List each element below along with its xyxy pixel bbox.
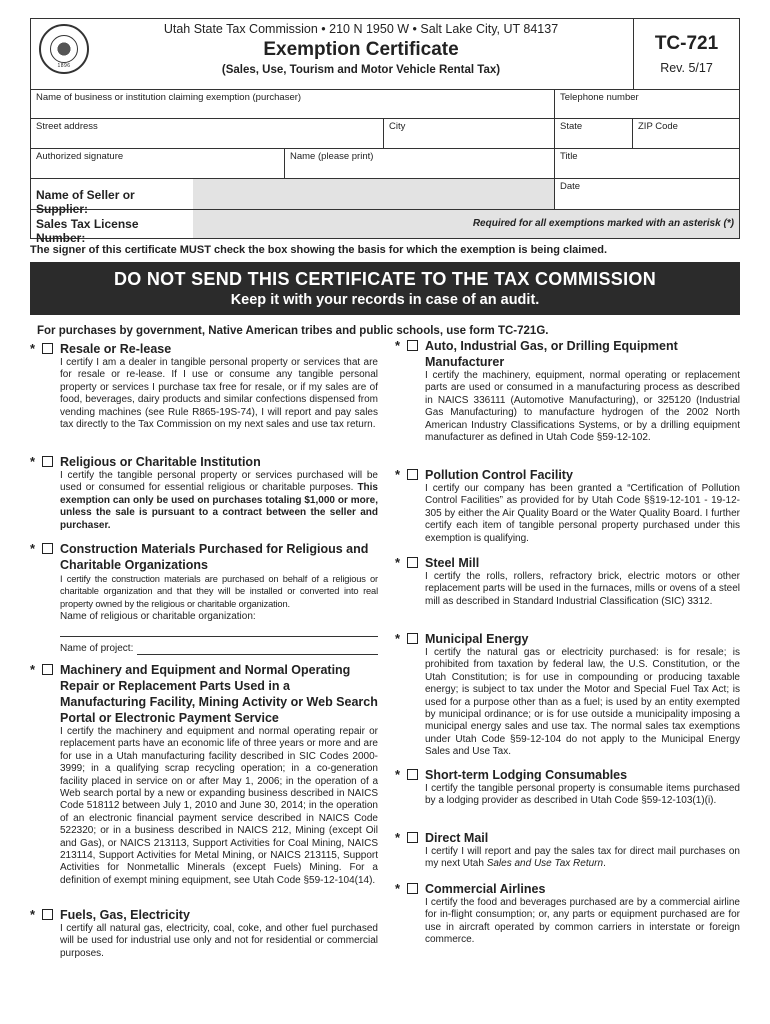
energy-body: I certify the natural gas or electricity purchased: is for resale; is prohibited from taxation by federal law, the U.S. Constitution, or the Utah Constitution; is for use in compounding or producing taxable energy; is subject to tax under the Motor and Special Fuel Tax Act; is used for a purpose other than as a fuel; is used by an entity exempted by municipal ordinance; or is for use outside a municipality imposing a municipal energy sales and use tax. The normal sales tax exemptions under Utah Code §59-12-104 do not apply to the Municipal Energy Sales and Use Tax.: [425, 647, 740, 758]
exemption-machinery: * Machinery and Equipment and Normal Operating Repair or Replacement Parts Used in a Manufacturing Facility, Mining Activity or Web Search Portal or Electronic Payment Service I certify the machinery and equipment and normal operating repair or replacement parts have an economic life of three years or more and are for use in a Utah manufacturing facility described in SIC Codes 2000-3999; in a qualifying scrap recycling operation; in a co-generation facility placed in service on or after May 1, 2006; in the operation of a Web search portal by a new or expanding business described in NAICS Code 518112 between July 1, 2010 and June 30, 2014; in the operation of an electronic financial payment service described in NAICS Code 522320; or in a business described in NAICS 212, Mining (except Oil and Gas), or NAICS 213113, Support Activities for Coal Mining, NAICS 213114, Support Activities for Metal Mining, or NAICS 213115, Support Activities for Nonmetallic Minerals (except Fuels) Mining. For a definition of exempt mining equipment, see Utah Code §59-12-104(14).: [30, 662, 378, 886]
religious-body-bold: This exemption can only be used on purchases totaling $1,000 or more, unless the sale is pursuant to a contract between the seller and purchaser.: [60, 482, 378, 531]
pollution-checkbox[interactable]: [407, 469, 418, 480]
resale-checkbox[interactable]: [42, 343, 53, 354]
print-name-field[interactable]: Name (please print): [285, 149, 555, 178]
exemption-pollution: * Pollution Control Facility I certify our company has been granted a “Certification of Pollution Control Facilities” as provided for by Utah Code §§19-12-101 - 19-12-305 by either the Air Quality Board or the Water Quality Board. I further certify each item of tangible personal property purchased under this exemption is qualifying.: [395, 467, 740, 544]
airlines-body: I certify the food and beverages purchased are by a commercial airline for in-flight consumption; or, any parts or equipment purchased are for use in aircraft operated by common carriers in interstate or foreign commerce.: [425, 897, 740, 946]
form-revision: Rev. 5/17: [660, 61, 713, 75]
exemption-energy: * Municipal Energy I certify the natural gas or electricity purchased: is for resale; is prohibited from taxation by federal law, the U.S. Constitution, or the Utah Constitution; is for use in compounding or producing taxable energy; is subject to tax under the Motor and Special Fuel Tax Act; is used for a purpose other than as a fuel; is used by an entity exempted by municipal ordinance; or is for use outside a municipality imposing a municipal energy sales and use tax. The normal sales tax exemptions under Utah Code §59-12-104 do not apply to the Municipal Energy Sales and Use Tax.: [395, 631, 740, 758]
exemption-religious: * Religious or Charitable Institution I certify the tangible personal property or services purchased will be used or consumed for essential religious or charitable purposes. This exemption can only be used on purchases totaling $1,000 or more, unless the sale is pursuant to a contract between the seller and purchaser.: [30, 454, 378, 531]
city-field[interactable]: City: [384, 119, 555, 148]
airlines-checkbox[interactable]: [407, 883, 418, 894]
exemption-steel: * Steel Mill I certify the rolls, rollers, refractory brick, electric motors or other replacement parts will be used in the furnaces, mills or ovens of a steel mill as described in Standard Industrial Classification (SIC) 3312.: [395, 555, 740, 607]
exemption-airlines: * Commercial Airlines I certify the food and beverages purchased are by a commercial airline for in-flight consumption; or, any parts or equipment purchased are for use in aircraft operated by common carriers in interstate or foreign commerce.: [395, 881, 740, 946]
steel-title: Steel Mill: [425, 556, 480, 570]
license-label: Sales Tax License Number:: [36, 217, 139, 245]
warning-banner: [30, 262, 740, 315]
signer-note: The signer of this certificate MUST check the box showing the basis for which the exemption is being claimed.: [30, 244, 608, 256]
mail-body-italic: Sales and Use Tax Return: [486, 858, 604, 870]
auto-body: I certify the machinery, equipment, normal operating or replacement parts are used or consumed in a manufacturing process as described in NAICS 336111 (Automotive Manufacturing), or 325120 (Industrial Gas Manufacturing) to manufacture hydrogen of the 2002 North American Industry Classifications Systems, or by a drilling equipment manufacturer as defined in Utah Code §59-12-102.: [425, 370, 740, 444]
zip-field[interactable]: ZIP Code: [638, 121, 678, 132]
lodging-body: I certify the tangible personal property is consumable items purchased by a lodging provider as described in Utah Code §59-12-103(1)(i).: [425, 783, 740, 807]
energy-checkbox[interactable]: [407, 633, 418, 644]
street-field[interactable]: Street address: [31, 119, 384, 148]
title-field[interactable]: Title: [560, 151, 578, 162]
signature-field[interactable]: Authorized signature: [31, 149, 285, 178]
mail-body: I certify I will report and pay the sales tax for direct mail purchases on my next Utah: [425, 846, 740, 870]
religious-body: I certify the tangible personal property or services purchased will be used or consumed for essential religious or charitable purposes.: [60, 470, 378, 494]
steel-body: I certify the rolls, rollers, refractory brick, electric motors or other replacement parts will be used in the furnaces, mills or ovens of a steel mill as described in Standard Industrial Classification (SIC) 3312.: [425, 571, 740, 607]
pollution-title: Pollution Control Facility: [425, 468, 573, 482]
banner-subtitle: Keep it with your records in case of an audit.: [230, 292, 540, 308]
seller-field[interactable]: [193, 179, 555, 209]
fuels-checkbox[interactable]: [42, 909, 53, 920]
required-note: Required for all exemptions marked with an asterisk (*): [472, 218, 734, 229]
religious-title: Religious or Charitable Institution: [60, 455, 261, 469]
agency-address: Utah State Tax Commission • 210 N 1950 W • Salt Lake City, UT 84137: [163, 22, 559, 36]
government-note: For purchases by government, Native American tribes and public schools, use form TC-721G.: [37, 325, 549, 337]
banner-title: DO NOT SEND THIS CERTIFICATE TO THE TAX COMMISSION: [113, 269, 656, 289]
form-header: [30, 18, 740, 89]
lodging-title: Short-term Lodging Consumables: [425, 768, 628, 782]
form-title: Exemption Certificate: [263, 39, 459, 60]
exemption-construction: * Construction Materials Purchased for Religious and Charitable Organizations I certify the construction materials are purchased on behalf of a religious or charitable organization and that they will be installed or converted into real property owned by the religious or charitable organization. Name of religious or charitable organization: Name of project:: [30, 541, 378, 654]
pollution-body: I certify our company has been granted a “Certification of Pollution Control Facilities” as provided for by Utah Code §§19-12-101 - 19-12-305 by either the Air Quality Board or the Water Quality Board. I further certify each item of tangible personal property purchased under this exemption is qualifying.: [425, 483, 740, 544]
exemption-auto: * Auto, Industrial Gas, or Drilling Equipment Manufacturer I certify the machinery, equipment, normal operating or replacement parts are used or consumed in a manufacturing process as described in NAICS 336111 (Automotive Manufacturing), or 325120 (Industrial Gas Manufacturing) to manufacture hydrogen of the 2002 North American Industry Classifications Systems, or by a drilling equipment manufacturer as defined in Utah Code §59-12-102.: [395, 338, 740, 444]
resale-title: Resale or Re-lease: [60, 342, 172, 356]
exemption-resale: * Resale or Re-lease I certify I am a dealer in tangible personal property or services that are for resale or re-lease. If I use or consume any tangible personal property or services I purchase tax free for resale, or if my sales are of food, beverages, dairy products and similar confections dispensed from vending machines (see Rule R865-19S-74), I will report and pay sales tax directly to the Tax Commission on my next sales and use tax return.: [30, 341, 378, 431]
project-name-line[interactable]: [137, 644, 378, 655]
steel-checkbox[interactable]: [407, 557, 418, 568]
construction-body: I certify the construction materials are purchased on behalf of a religious or charitable organization and that they will be installed or converted into real property owned by the religious or charitable organization.: [60, 574, 378, 609]
telephone-field[interactable]: Telephone number: [560, 92, 639, 103]
religious-checkbox[interactable]: [42, 456, 53, 467]
lodging-checkbox[interactable]: [407, 769, 418, 780]
exemption-mail: * Direct Mail I certify I will report and pay the sales tax for direct mail purchases on my next Utah Sales and Use Tax Return.: [395, 830, 740, 870]
form-id-box: [633, 19, 739, 89]
state-field[interactable]: State: [555, 119, 633, 148]
state-seal-icon: 1896: [39, 24, 89, 74]
organization-name-line[interactable]: [60, 624, 378, 637]
airlines-title: Commercial Airlines: [425, 882, 546, 896]
seller-label: Name of Seller or Supplier:: [36, 188, 135, 216]
mail-checkbox[interactable]: [407, 832, 418, 843]
construction-org-label: Name of religious or charitable organization:: [60, 611, 256, 623]
exemption-lodging: * Short-term Lodging Consumables I certify the tangible personal property is consumable items purchased by a lodging provider as described in Utah Code §59-12-103(1)(i).: [395, 767, 740, 807]
mail-title: Direct Mail: [425, 831, 489, 845]
construction-title: Construction Materials Purchased for Religious and Charitable Organizations: [60, 542, 369, 572]
form-number: TC-721: [654, 33, 719, 54]
business-name-field[interactable]: Name of business or institution claiming exemption (purchaser): [31, 90, 555, 118]
construction-checkbox[interactable]: [42, 543, 53, 554]
form-page: [30, 18, 740, 959]
machinery-checkbox[interactable]: [42, 664, 53, 675]
date-field[interactable]: Date: [560, 181, 581, 192]
project-label: Name of project:: [60, 642, 134, 654]
machinery-body: I certify the machinery and equipment and normal operating repair or replacement parts have an economic life of three years or more and are for use in a Utah manufacturing facility described in SIC Codes 2000-3999; in a qualifying scrap recycling operation; in a co-generation facility placed in service on or after May 1, 2006; in the operation of a Web search portal by a new or expanding business described in NAICS Code 518112 between July 1, 2010 and June 30, 2014; in the operation of an electronic financial payment service described in NAICS Code 522320; or in a business described in NAICS 212, Mining (except Oil and Gas), or NAICS 213113, Support Activities for Coal Mining, NAICS 213114, Support Activities for Metal Mining, or NAICS 213115, Support Activities for Nonmetallic Minerals (except Fuels) Mining. For a definition of exempt mining equipment, see Utah Code §59-12-104(14).: [60, 726, 378, 886]
form-subtitle: (Sales, Use, Tourism and Motor Vehicle Rental Tax): [221, 64, 501, 76]
auto-title: Auto, Industrial Gas, or Drilling Equipment Manufacturer: [425, 339, 678, 369]
resale-body: I certify I am a dealer in tangible personal property or services that are for resale or re-lease. If I use or consume any tangible personal property or services I purchase tax free for resale, or if my sales are of food, beverages, dairy products and similar confections dispensed from vending machines (see Rule R865-19S-74), I will report and pay sales tax directly to the Tax Commission on my next sales and use tax return.: [60, 357, 378, 431]
auto-checkbox[interactable]: [407, 340, 418, 351]
license-field[interactable]: [193, 210, 739, 238]
fuels-title: Fuels, Gas, Electricity: [60, 908, 190, 922]
fuels-body: I certify all natural gas, electricity, coal, coke, and other fuel purchased will be used for industrial use only and not for residential or commercial purposes.: [60, 923, 378, 959]
machinery-title: Machinery and Equipment and Normal Operating Repair or Replacement Parts Used in a Manufacturing Facility, Mining Activity or Web Search Portal or Electronic Payment Service: [60, 663, 378, 725]
energy-title: Municipal Energy: [425, 632, 529, 646]
exemption-fuels: * Fuels, Gas, Electricity I certify all natural gas, electricity, coal, coke, and other fuel purchased will be used for industrial use only and not for residential or commercial purposes.: [30, 907, 378, 959]
purchaser-fields: [30, 89, 740, 245]
